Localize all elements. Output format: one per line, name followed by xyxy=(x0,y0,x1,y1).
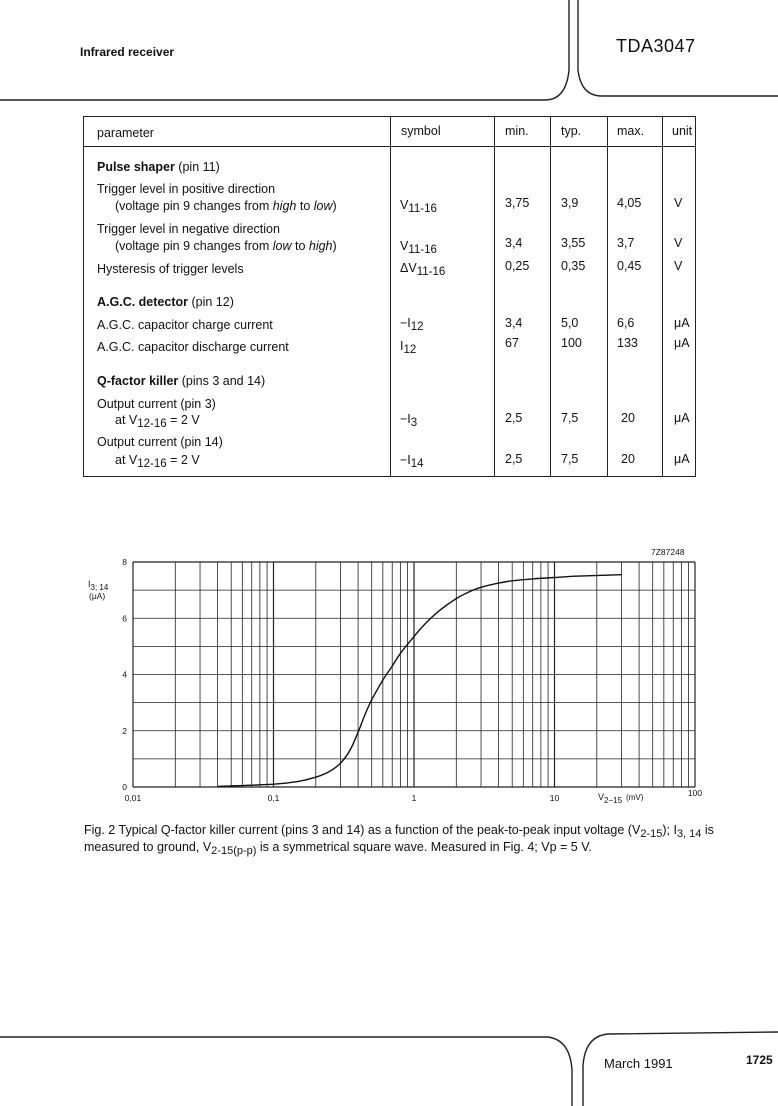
row-typ: 0,35 xyxy=(561,259,586,273)
row-min: 3,4 xyxy=(505,316,523,330)
row-label: A.G.C. capacitor charge current xyxy=(97,318,273,332)
row-max: 20 xyxy=(621,452,635,466)
row-typ: 5,0 xyxy=(561,316,579,330)
col-header-symbol: symbol xyxy=(401,124,441,138)
row-min: 2,5 xyxy=(505,452,523,466)
row-symbol: −I12 xyxy=(400,316,424,333)
y-axis-unit: (μA) xyxy=(89,591,106,601)
row-max: 3,7 xyxy=(617,236,635,250)
y-tick-label: 0 xyxy=(122,782,127,792)
row-condition: at V12-16 = 2 V xyxy=(115,413,200,430)
part-number: TDA3047 xyxy=(616,36,696,56)
x-tick-label: 10 xyxy=(549,793,560,803)
row-typ: 7,5 xyxy=(561,452,579,466)
row-min: 3,4 xyxy=(505,236,523,250)
row-max: 6,6 xyxy=(617,316,635,330)
row-min: 67 xyxy=(505,336,519,350)
row-label: Output current (pin 3) xyxy=(97,397,216,411)
row-unit: μA xyxy=(674,336,690,350)
row-condition: (voltage pin 9 changes from low to high) xyxy=(115,239,337,253)
y-tick-label: 6 xyxy=(122,613,127,624)
row-symbol: I12 xyxy=(400,339,417,356)
row-condition: (voltage pin 9 changes from high to low) xyxy=(115,199,337,213)
row-min: 2,5 xyxy=(505,411,523,425)
figure-caption: Fig. 2 Typical Q-factor killer current (pins 3 and 14) as a function of the peak-to-peak input voltage (V2-15); I3, 14 is measured to ground, V2-15(p-p) is a symmetrical square wave. Measured in Fig. 4; Vp = 5 V. xyxy=(84,823,714,857)
row-symbol: −I14 xyxy=(400,453,424,470)
row-symbol: V11-16 xyxy=(400,198,437,215)
section-title-q-factor-killer: Q-factor killer (pins 3 and 14) xyxy=(97,374,266,388)
x-axis-label: V2−15 (mV) xyxy=(598,792,644,805)
row-symbol: ΔV11-16 xyxy=(400,261,446,278)
x-tick-label: 1 xyxy=(411,793,417,803)
row-typ: 7,5 xyxy=(561,411,579,425)
row-label: Trigger level in negative direction xyxy=(97,222,280,236)
row-unit: μA xyxy=(674,316,690,330)
col-header-typ: typ. xyxy=(561,124,582,138)
section-title-agc-detector: A.G.C. detector (pin 12) xyxy=(97,295,234,309)
row-min: 0,25 xyxy=(505,259,530,273)
row-typ: 3,55 xyxy=(561,236,586,250)
x-tick-label: 0,01 xyxy=(124,793,142,803)
y-tick-label: 2 xyxy=(122,725,127,736)
page-number: 1725 xyxy=(746,1053,773,1067)
figure-code: 7Z87248 xyxy=(651,547,685,557)
row-symbol: −I3 xyxy=(400,412,418,429)
col-header-max: max. xyxy=(617,124,645,138)
row-label: A.G.C. capacitor discharge current xyxy=(97,340,289,354)
y-tick-label: 8 xyxy=(122,557,127,567)
col-header-parameter: parameter xyxy=(97,126,154,140)
row-unit: μA xyxy=(674,411,690,425)
row-condition: at V12-16 = 2 V xyxy=(115,453,200,470)
row-symbol: V11-16 xyxy=(400,239,437,256)
chart-series-line xyxy=(218,575,622,787)
row-min: 3,75 xyxy=(505,196,530,210)
y-tick-label: 4 xyxy=(122,669,127,680)
row-max: 0,45 xyxy=(617,259,642,273)
col-header-unit: unit xyxy=(672,124,693,138)
row-max: 133 xyxy=(617,336,638,350)
col-header-min: min. xyxy=(505,124,529,138)
x-tick-label: 100 xyxy=(687,788,703,798)
row-typ: 3,9 xyxy=(561,196,579,210)
row-label: Trigger level in positive direction xyxy=(97,182,276,196)
y-axis-label: I3; 14 xyxy=(88,579,109,592)
footer-date: March 1991 xyxy=(604,1056,673,1071)
row-label: Output current (pin 14) xyxy=(97,435,223,449)
row-unit: V xyxy=(674,236,683,250)
row-max: 20 xyxy=(621,411,635,425)
row-unit: V xyxy=(674,196,683,210)
row-typ: 100 xyxy=(561,336,582,350)
x-tick-label: 0,1 xyxy=(267,793,280,803)
row-unit: V xyxy=(674,259,683,273)
row-unit: μA xyxy=(674,452,690,466)
section-title-pulse-shaper: Pulse shaper (pin 11) xyxy=(97,160,220,174)
row-label: Hysteresis of trigger levels xyxy=(97,262,244,276)
row-max: 4,05 xyxy=(617,196,642,210)
document-title: Infrared receiver xyxy=(80,45,175,59)
